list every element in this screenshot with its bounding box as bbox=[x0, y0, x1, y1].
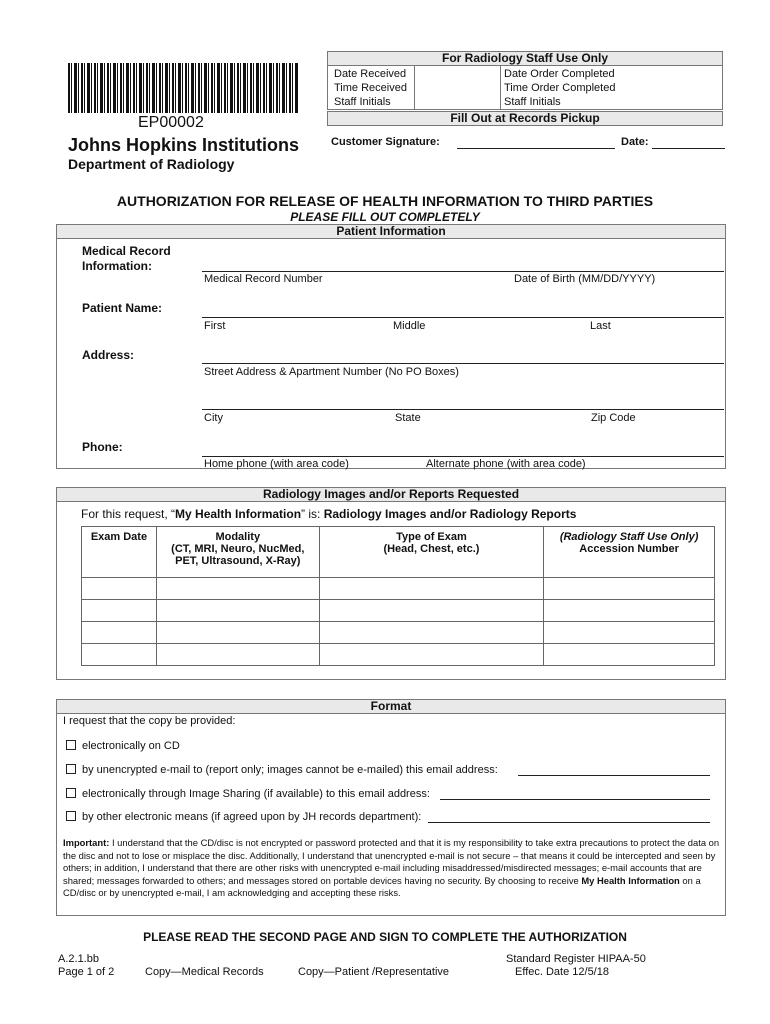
request-type: Radiology Images and/or Radiology Reports bbox=[323, 507, 577, 521]
alt-phone-label: Alternate phone (with area code) bbox=[426, 458, 586, 470]
type-cell[interactable] bbox=[319, 644, 544, 666]
modality-cell[interactable] bbox=[156, 600, 319, 622]
pickup-date-line[interactable] bbox=[652, 148, 725, 149]
pickup-title: Fill Out at Records Pickup bbox=[328, 112, 722, 126]
col-accession: (Radiology Staff Use Only) Accession Number bbox=[544, 527, 715, 578]
home-phone-label: Home phone (with area code) bbox=[204, 458, 349, 470]
copy-patient: Copy—Patient /Representative bbox=[298, 966, 450, 978]
city-label: City bbox=[204, 412, 223, 424]
image-sharing-email-line[interactable] bbox=[440, 799, 710, 800]
option-other[interactable]: by other electronic means (if agreed upon by JH records department): bbox=[66, 811, 421, 823]
table-row bbox=[82, 622, 715, 644]
city-state-zip-line[interactable] bbox=[202, 409, 724, 410]
standard-register: Standard Register HIPAA-50 bbox=[506, 953, 646, 965]
mrn-field-label: Medical Record Number bbox=[204, 273, 323, 285]
last-name-label: Last bbox=[590, 320, 611, 332]
modality-cell[interactable] bbox=[156, 644, 319, 666]
patient-info-header: Patient Information bbox=[57, 225, 725, 239]
option-email[interactable]: by unencrypted e-mail to (report only; images cannot be e-mailed) this email address: bbox=[66, 764, 498, 776]
pickup-box bbox=[327, 111, 723, 126]
street-field-label: Street Address & Apartment Number (No PO Boxes) bbox=[204, 366, 459, 378]
exam-date-cell[interactable] bbox=[82, 600, 157, 622]
type-cell[interactable] bbox=[319, 600, 544, 622]
effective-date: Effec. Date 12/5/18 bbox=[515, 966, 609, 978]
barcode-id: EP00002 bbox=[138, 114, 204, 131]
staff-use-title: For Radiology Staff Use Only bbox=[328, 52, 722, 66]
email-address-line[interactable] bbox=[518, 775, 710, 776]
first-name-label: First bbox=[204, 320, 226, 332]
page-number: Page 1 of 2 bbox=[58, 966, 115, 978]
format-intro: I request that the copy be provided: bbox=[63, 715, 236, 727]
exam-date-cell[interactable] bbox=[82, 578, 157, 600]
date-received-label: Date Received bbox=[334, 68, 407, 80]
middle-name-label: Middle bbox=[393, 320, 426, 332]
checkbox[interactable] bbox=[66, 788, 76, 798]
type-cell[interactable] bbox=[319, 622, 544, 644]
phone-label: Phone: bbox=[82, 440, 123, 454]
modality-cell[interactable] bbox=[156, 578, 319, 600]
format-header: Format bbox=[57, 700, 725, 714]
form-code: A.2.1.bb bbox=[58, 953, 99, 965]
main-title: AUTHORIZATION FOR RELEASE OF HEALTH INFORMATION TO THIRD PARTIES bbox=[116, 193, 654, 209]
table-row bbox=[82, 600, 715, 622]
address-label: Address: bbox=[82, 348, 135, 362]
exam-table-header bbox=[82, 527, 715, 578]
staff-use-box bbox=[327, 51, 723, 110]
checkbox[interactable] bbox=[66, 740, 76, 750]
exam-date-cell[interactable] bbox=[82, 644, 157, 666]
col-modality: Modality (CT, MRI, Neuro, NucMed, PET, Ultrasound, X-Ray) bbox=[156, 527, 319, 578]
col-type-of-exam: Type of Exam (Head, Chest, etc.) bbox=[319, 527, 544, 578]
option-image-sharing[interactable]: electronically through Image Sharing (if available) to this email address: bbox=[66, 788, 430, 800]
mrn-line[interactable] bbox=[202, 271, 724, 272]
mrn-label: Medical Record Information: bbox=[82, 244, 171, 273]
department-name: Department of Radiology bbox=[68, 156, 235, 172]
fill-out-notice: PLEASE FILL OUT COMPLETELY bbox=[290, 210, 480, 224]
table-row bbox=[82, 644, 715, 666]
customer-signature-line[interactable] bbox=[457, 148, 615, 149]
state-label: State bbox=[395, 412, 421, 424]
phone-line[interactable] bbox=[202, 456, 724, 457]
time-received-label: Time Received bbox=[334, 82, 407, 94]
patient-name-label: Patient Name: bbox=[82, 301, 163, 315]
modality-cell[interactable] bbox=[156, 622, 319, 644]
time-order-completed-label: Time Order Completed bbox=[504, 82, 616, 94]
staff-left-labels bbox=[334, 67, 407, 109]
checkbox[interactable] bbox=[66, 764, 76, 774]
customer-signature-label: Customer Signature: bbox=[331, 136, 440, 148]
second-page-notice: PLEASE READ THE SECOND PAGE AND SIGN TO COMPLETE THE AUTHORIZATION bbox=[143, 930, 627, 944]
important-notice: Important: I understand that the CD/disc is not encrypted or password protected and that it is my responsibility to take extra precautions to protect the data on the disc and not to lose or misplace the disc. Additionally, I understand that unencrypted e-mail is not secure – that means it could be intercepted and seen by others; in addition, I understand that there are other risks with unencrypted e-mail including misaddressed/misdirected messages; e-mail accounts that are shared; messages forwarded to others; and messages stored on portable devices having no security. By choosing to receive My Health Information on a CD/disc or by unencrypted e-mail, I am acknowledging and accepting these risks. bbox=[63, 837, 720, 898]
table-row bbox=[82, 578, 715, 600]
pickup-date-label: Date: bbox=[621, 136, 649, 148]
staff-initials-label-2: Staff Initials bbox=[504, 96, 561, 108]
col-exam-date: Exam Date bbox=[82, 527, 157, 578]
images-header: Radiology Images and/or Reports Requested bbox=[57, 488, 725, 502]
patient-name-line[interactable] bbox=[202, 317, 724, 318]
accession-cell bbox=[544, 578, 715, 600]
option-cd[interactable]: electronically on CD bbox=[66, 740, 180, 752]
accession-cell bbox=[544, 622, 715, 644]
date-order-completed-label: Date Order Completed bbox=[504, 68, 615, 80]
barcode bbox=[68, 63, 298, 113]
my-health-information-term: My Health Information bbox=[175, 507, 302, 521]
accession-cell bbox=[544, 644, 715, 666]
other-means-line[interactable] bbox=[428, 822, 710, 823]
exam-table bbox=[81, 526, 715, 666]
institution-name: Johns Hopkins Institutions bbox=[68, 135, 300, 155]
street-line[interactable] bbox=[202, 363, 724, 364]
copy-medical-records: Copy—Medical Records bbox=[145, 966, 264, 978]
request-statement: For this request, “My Health Information” is: Radiology Images and/or Radiology Reports bbox=[81, 507, 577, 521]
dob-field-label: Date of Birth (MM/DD/YYYY) bbox=[514, 273, 656, 285]
staff-initials-label: Staff Initials bbox=[334, 96, 391, 108]
staff-right-labels bbox=[504, 67, 615, 109]
checkbox[interactable] bbox=[66, 811, 76, 821]
zip-label: Zip Code bbox=[591, 412, 636, 424]
accession-cell bbox=[544, 600, 715, 622]
type-cell[interactable] bbox=[319, 578, 544, 600]
exam-date-cell[interactable] bbox=[82, 622, 157, 644]
